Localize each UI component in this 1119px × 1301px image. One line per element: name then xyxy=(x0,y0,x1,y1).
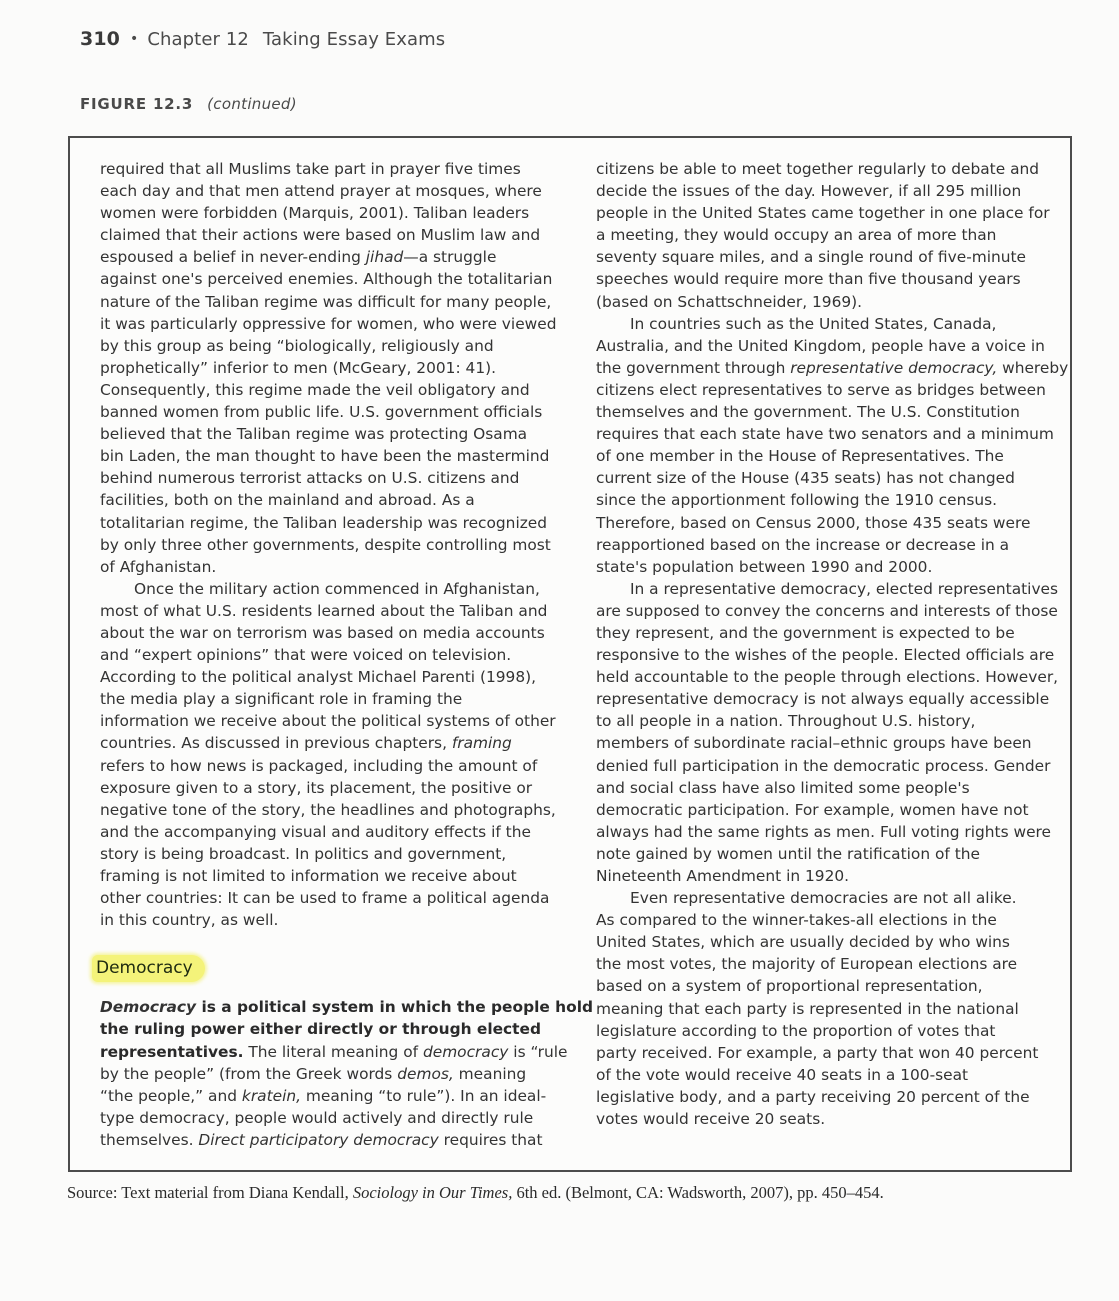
bullet-separator: • xyxy=(129,31,139,47)
text-line: seventy square miles, and a single round of five-minute xyxy=(596,248,1027,267)
paragraph-taliban xyxy=(100,158,560,578)
text-line: and social class have also limited some people's xyxy=(596,778,970,797)
running-header xyxy=(80,28,445,50)
text-line: framing is not limited to information we receive about xyxy=(100,867,517,885)
text-line xyxy=(100,1085,560,1107)
text-line: bin Laden, the man thought to have been the mastermind xyxy=(100,447,550,466)
text-line: negative tone of the story, the headlines and photographs, xyxy=(100,800,556,819)
text-run: countries. As discussed in previous chapters, xyxy=(100,734,452,753)
paragraph-representative-democracy xyxy=(596,313,1069,578)
text-line: information we receive about the political systems of other xyxy=(100,712,556,731)
text-line: members of subordinate racial–ethnic groups have been xyxy=(596,734,1032,753)
text-line: Therefore, based on Census 2000, those 435 seats were xyxy=(596,513,1031,532)
text-line: and the accompanying visual and auditory effects if the xyxy=(100,822,531,841)
text-line: exposure given to a story, its placement, the positive or xyxy=(100,778,533,797)
text-line: facilities, both on the mainland and abroad. As a xyxy=(100,491,475,510)
paragraph-democracy-definition xyxy=(100,996,593,1151)
text-line: about the war on terrorism was based on media accounts xyxy=(100,623,545,642)
page-number: 310 xyxy=(80,28,120,50)
text-line xyxy=(100,1041,568,1063)
italic-term: framing xyxy=(451,734,512,753)
definition-bold: representatives. xyxy=(100,1042,244,1061)
text-line: each day and that men attend prayer at mosques, where xyxy=(100,182,542,201)
left-column xyxy=(96,158,593,1151)
text-line: people in the United States came together in one place for xyxy=(596,204,1050,223)
right-column xyxy=(596,158,1069,1130)
text-line: As compared to the winner-takes-all elections in the xyxy=(596,911,997,930)
text-run: by the people” (from the Greek words xyxy=(100,1064,398,1083)
text-line: totalitarian regime, the Taliban leadership was recognized xyxy=(100,513,548,532)
definition-bold: is a political system in which the people hold xyxy=(196,998,593,1017)
text-line: are supposed to convey the concerns and interests of those xyxy=(596,601,1058,620)
figure-caption xyxy=(80,95,297,113)
italic-term: demos, xyxy=(397,1064,454,1083)
chapter-number: Chapter 12 xyxy=(147,29,249,50)
text-line: the most votes, the majority of European elections are xyxy=(596,955,1018,974)
text-line xyxy=(596,357,1069,379)
text-line: In countries such as the United States, Canada, xyxy=(630,314,997,333)
text-line: reapportioned based on the increase or decrease in a xyxy=(596,535,1010,554)
text-line: the media play a significant role in framing the xyxy=(100,690,463,709)
text-line: In a representative democracy, elected representatives xyxy=(630,579,1059,598)
text-line: always had the same rights as men. Full voting rights were xyxy=(596,822,1052,841)
text-line: of the vote would receive 40 seats in a 100-seat xyxy=(596,1065,969,1084)
text-line: Australia, and the United Kingdom, people have a voice in xyxy=(596,336,1045,355)
text-line: legislative body, and a party receiving 20 percent of the xyxy=(596,1087,1030,1106)
italic-term: jihad xyxy=(365,248,404,267)
text-run: themselves. xyxy=(100,1130,199,1149)
text-line: party received. For example, a party that won 40 percent xyxy=(596,1043,1039,1062)
text-line: by only three other governments, despite controlling most xyxy=(100,535,551,554)
text-line: prophetically” inferior to men (McGeary, 2001: 41). xyxy=(100,358,497,377)
text-line xyxy=(100,732,560,754)
text-line: against one's perceived enemies. Although the totalitarian xyxy=(100,270,553,289)
text-line: requires that each state have two senators and a minimum xyxy=(596,425,1054,444)
text-line: a meeting, they would occupy an area of more than xyxy=(596,226,997,245)
citation-suffix: 6th ed. (Belmont, CA: Wadsworth, 2007), pp. 450–454. xyxy=(512,1183,884,1202)
text-line: the ruling power either directly or through elected xyxy=(100,1020,541,1039)
source-citation xyxy=(67,1183,884,1203)
text-line: denied full participation in the democratic process. Gender xyxy=(596,756,1051,775)
text-line: it was particularly oppressive for women, who were viewed xyxy=(100,314,557,333)
paragraph-accountability xyxy=(596,578,1059,887)
section-heading-democracy: Democracy xyxy=(92,955,205,982)
text-line: democratic participation. For example, women have not xyxy=(596,800,1029,819)
text-line: required that all Muslims take part in prayer five times xyxy=(100,160,521,178)
text-line: Once the military action commenced in Afghanistan, xyxy=(134,579,540,598)
italic-term: Direct participatory democracy xyxy=(198,1130,439,1149)
text-line: state's population between 1990 and 2000. xyxy=(596,557,933,576)
text-run: meaning xyxy=(453,1064,527,1083)
text-line: refers to how news is packaged, including the amount of xyxy=(100,756,538,775)
text-line: responsive to the wishes of the people. Elected officials are xyxy=(596,646,1055,665)
text-line: held accountable to the people through elections. However, xyxy=(596,668,1059,687)
text-line: since the apportionment following the 1910 census. xyxy=(596,491,998,510)
text-run: the government through xyxy=(596,358,791,377)
text-line: they represent, and the government is expected to be xyxy=(596,623,1015,642)
text-line: believed that the Taliban regime was protecting Osama xyxy=(100,425,528,444)
text-line: type democracy, people would actively and directly rule xyxy=(100,1108,534,1127)
text-line: Even representative democracies are not all alike. xyxy=(630,889,1017,908)
text-line: citizens elect representatives to serve as bridges between xyxy=(596,380,1046,399)
text-line: women were forbidden (Marquis, 2001). Taliban leaders xyxy=(100,204,530,223)
paragraph-proportional-representation xyxy=(596,887,1056,1130)
defined-term: Democracy xyxy=(100,998,197,1017)
text-run: —a struggle xyxy=(403,248,497,267)
paragraph-direct-democracy xyxy=(596,158,1056,313)
text-run: “the people,” and xyxy=(100,1086,242,1105)
text-line: decide the issues of the day. However, if all 295 million xyxy=(596,182,1022,201)
text-run: espoused a belief in never-ending xyxy=(100,248,366,267)
figure-box xyxy=(68,136,1072,1172)
text-line xyxy=(100,1129,560,1151)
text-line: banned women from public life. U.S. government officials xyxy=(100,403,543,422)
text-line: speeches would require more than five thousand years xyxy=(596,270,1021,289)
text-line xyxy=(100,996,593,1018)
text-run: is “rule xyxy=(508,1042,568,1061)
text-run: whereby xyxy=(997,358,1069,377)
text-line: themselves and the government. The U.S. Constitution xyxy=(596,403,1020,422)
text-line: current size of the House (435 seats) has not changed xyxy=(596,469,1015,488)
chapter-title: Taking Essay Exams xyxy=(262,29,446,50)
text-line: legislature according to the proportion of votes that xyxy=(596,1021,996,1040)
text-line: representative democracy is not always equally accessible xyxy=(596,690,1050,709)
text-line: and “expert opinions” that were voiced on television. xyxy=(100,646,512,665)
text-run: The literal meaning of xyxy=(243,1042,423,1061)
text-line: in this country, as well. xyxy=(100,911,279,930)
text-line: Consequently, this regime made the veil obligatory and xyxy=(100,380,530,399)
text-line: nature of the Taliban regime was difficult for many people, xyxy=(100,292,552,311)
text-line: by this group as being “biologically, religiously and xyxy=(100,336,494,355)
text-line: citizens be able to meet together regularly to debate and xyxy=(596,160,1040,178)
text-line: of one member in the House of Representatives. The xyxy=(596,447,1004,466)
text-line: note gained by women until the ratification of the xyxy=(596,844,980,863)
text-line: behind numerous terrorist attacks on U.S. citizens and xyxy=(100,469,520,488)
text-line: meaning that each party is represented in the national xyxy=(596,999,1019,1018)
figure-continued-note: (continued) xyxy=(207,95,297,113)
text-line: most of what U.S. residents learned about the Taliban and xyxy=(100,601,548,620)
citation-book-title: Sociology in Our Times, xyxy=(352,1183,513,1202)
citation-prefix: Source: Text material from Diana Kendall, xyxy=(67,1183,353,1202)
text-line xyxy=(100,1063,560,1085)
text-line: votes would receive 20 seats. xyxy=(596,1110,826,1129)
text-run: requires that xyxy=(438,1130,543,1149)
text-line: According to the political analyst Michael Parenti (1998), xyxy=(100,668,537,687)
text-line: of Afghanistan. xyxy=(100,557,217,576)
text-line: Nineteenth Amendment in 1920. xyxy=(596,867,850,885)
italic-term: representative democracy, xyxy=(790,358,998,377)
text-line: claimed that their actions were based on Muslim law and xyxy=(100,226,541,245)
text-line xyxy=(100,246,560,268)
text-line: (based on Schattschneider, 1969). xyxy=(596,292,863,311)
text-line: to all people in a nation. Throughout U.S. history, xyxy=(596,712,976,731)
italic-term: democracy xyxy=(422,1042,509,1061)
italic-term: kratein, xyxy=(241,1086,302,1105)
paragraph-media-framing xyxy=(100,578,560,932)
text-line: other countries: It can be used to frame a political agenda xyxy=(100,889,550,908)
text-run: meaning “to rule”). In an ideal- xyxy=(301,1086,547,1105)
figure-number: FIGURE 12.3 xyxy=(80,95,194,113)
text-line: story is being broadcast. In politics and government, xyxy=(100,844,507,863)
text-line: United States, which are usually decided by who wins xyxy=(596,933,1010,952)
text-line: based on a system of proportional representation, xyxy=(596,977,983,996)
